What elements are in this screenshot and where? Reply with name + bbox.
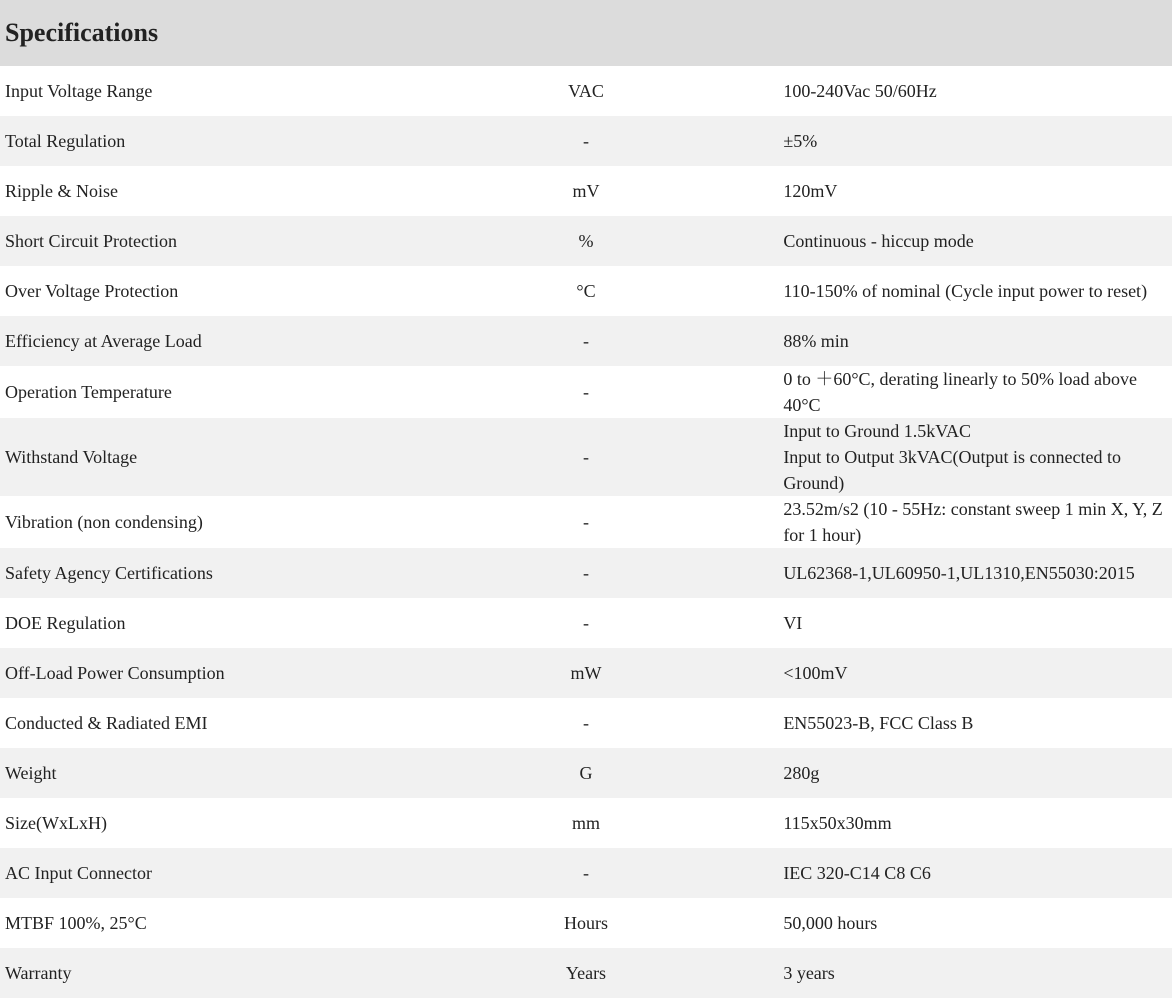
table-row [0, 748, 1172, 798]
spec-name: MTBF 100%, 25°C [0, 898, 391, 948]
spec-unit: - [391, 548, 782, 598]
spec-value [781, 216, 1172, 266]
spec-value [781, 548, 1172, 598]
spec-value [781, 848, 1172, 898]
spec-name: Total Regulation [0, 116, 391, 166]
spec-value-line: 115x50x30mm [783, 813, 892, 833]
spec-name: Withstand Voltage [0, 418, 391, 496]
spec-unit: - [391, 366, 782, 418]
spec-value [781, 66, 1172, 116]
spec-unit: G [391, 748, 782, 798]
spec-name: AC Input Connector [0, 848, 391, 898]
table-row [0, 648, 1172, 698]
spec-unit: Years [391, 948, 782, 998]
spec-unit: - [391, 116, 782, 166]
spec-unit: Hours [391, 898, 782, 948]
table-row [0, 366, 1172, 418]
spec-value [781, 166, 1172, 216]
spec-value [781, 366, 1172, 418]
table-row [0, 848, 1172, 898]
spec-value [781, 948, 1172, 998]
spec-name: DOE Regulation [0, 598, 391, 648]
spec-name: Operation Temperature [0, 366, 391, 418]
spec-name: Short Circuit Protection [0, 216, 391, 266]
spec-value-line: 88% min [783, 331, 849, 351]
spec-value [781, 116, 1172, 166]
spec-value-line: Input to Output 3kVAC(Output is connected to Ground) [783, 447, 1121, 493]
table-title: Specifications [0, 0, 1172, 66]
spec-value [781, 748, 1172, 798]
spec-value [781, 898, 1172, 948]
spec-unit: - [391, 316, 782, 366]
spec-value-line: IEC 320-C14 C8 C6 [783, 863, 931, 883]
spec-unit: - [391, 418, 782, 496]
spec-value [781, 496, 1172, 548]
spec-value-line: VI [783, 613, 803, 633]
table-row [0, 66, 1172, 116]
spec-name: Warranty [0, 948, 391, 998]
header-row [0, 0, 1172, 66]
spec-value [781, 266, 1172, 316]
table-row [0, 898, 1172, 948]
table-row [0, 418, 1172, 496]
spec-name: Vibration (non condensing) [0, 496, 391, 548]
spec-value-line: Input to Ground 1.5kVAC [783, 421, 971, 441]
table-row [0, 548, 1172, 598]
spec-value-line: Continuous - hiccup mode [783, 231, 974, 251]
spec-name: Over Voltage Protection [0, 266, 391, 316]
spec-value-line: 120mV [783, 181, 838, 201]
table-row [0, 948, 1172, 998]
spec-name: Safety Agency Certifications [0, 548, 391, 598]
spec-name: Ripple & Noise [0, 166, 391, 216]
spec-value [781, 798, 1172, 848]
spec-value-line: 280g [783, 763, 820, 783]
spec-unit: °C [391, 266, 782, 316]
spec-unit: - [391, 848, 782, 898]
table-body [0, 66, 1172, 998]
spec-value-line: <100mV [783, 663, 848, 683]
spec-unit: - [391, 598, 782, 648]
table-row [0, 316, 1172, 366]
spec-value [781, 698, 1172, 748]
spec-unit: - [391, 698, 782, 748]
spec-value [781, 418, 1172, 496]
table-row [0, 166, 1172, 216]
spec-unit: % [391, 216, 782, 266]
spec-name: Input Voltage Range [0, 66, 391, 116]
spec-value-line: ±5% [783, 131, 818, 151]
spec-value-line: 100-240Vac 50/60Hz [783, 81, 937, 101]
spec-name: Off-Load Power Consumption [0, 648, 391, 698]
spec-unit: mm [391, 798, 782, 848]
spec-value-line: 3 years [783, 963, 835, 983]
spec-name: Weight [0, 748, 391, 798]
spec-value [781, 316, 1172, 366]
spec-unit: - [391, 496, 782, 548]
spec-value-line: 23.52m/s2 (10 - 55Hz: constant sweep 1 min X, Y, Z for 1 hour) [783, 499, 1163, 545]
spec-name: Efficiency at Average Load [0, 316, 391, 366]
table-row [0, 598, 1172, 648]
table-row [0, 116, 1172, 166]
table-row [0, 698, 1172, 748]
spec-name: Size(WxLxH) [0, 798, 391, 848]
spec-name: Conducted & Radiated EMI [0, 698, 391, 748]
table-row [0, 496, 1172, 548]
spec-value [781, 648, 1172, 698]
spec-value-line: EN55023-B, FCC Class B [783, 713, 974, 733]
table-row [0, 266, 1172, 316]
spec-value-line: 0 to ＋60°C, derating linearly to 50% load above 40°C [783, 369, 1137, 415]
spec-unit: mW [391, 648, 782, 698]
spec-value-line: UL62368-1,UL60950-1,UL1310,EN55030:2015 [783, 563, 1135, 583]
spec-value-line: 50,000 hours [783, 913, 878, 933]
spec-unit: VAC [391, 66, 782, 116]
spec-value-line: 110-150% of nominal (Cycle input power to reset) [783, 281, 1148, 301]
spec-value [781, 598, 1172, 648]
table-row [0, 798, 1172, 848]
spec-unit: mV [391, 166, 782, 216]
table-row [0, 216, 1172, 266]
